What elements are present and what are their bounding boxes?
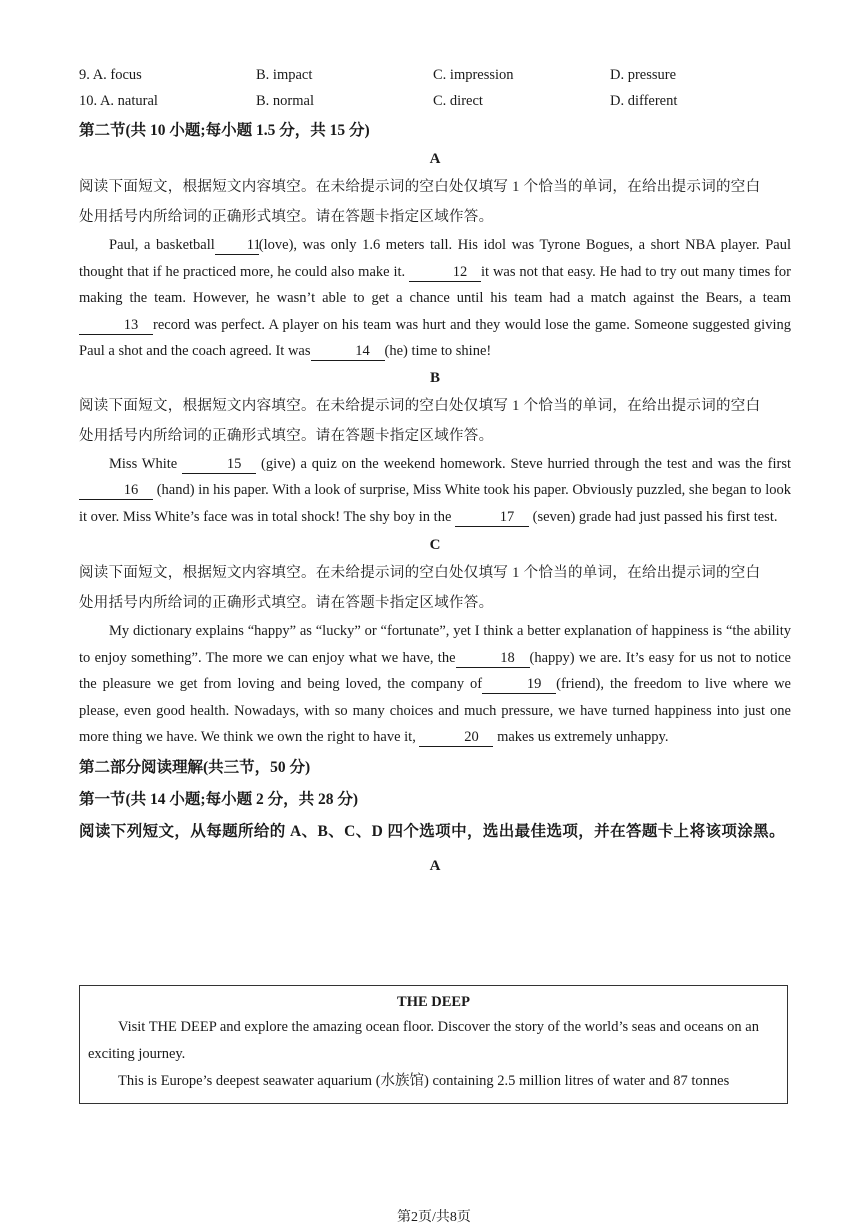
blank-15[interactable]: 15 (182, 456, 256, 474)
option-c: C. impression (433, 67, 514, 83)
option-a: 9. A. focus (79, 67, 142, 83)
box-paragraph-2: This is Europe’s deepest seawater aquarium (水族馆) containing 2.5 million litres of water and 87 tonnes (118, 1073, 730, 1089)
blank-16[interactable]: 16 (79, 482, 153, 500)
instruction-line-1: 阅读下面短文，根据短文内容填空。在未给提示词的空白处仅填写 1 个恰当的单词，在给出提示词的空白 (79, 397, 761, 414)
passage-b-label: B (429, 369, 440, 386)
blank-17[interactable]: 17 (455, 509, 529, 527)
blank-18[interactable]: 18 (456, 650, 530, 668)
passage-c-text: My dictionary explains “happy” as “lucky” or “fortunate”, yet I think a better explanation of happiness is “the ability to enjoy something”. The more we can enjoy what we have, the 18 (happy) we are. It’s easy for us not to notice the pleasure we get from loving and being loved, the company of 19 (friend), the freedom to live where we please, even good health. Nowadays, with so many choices and much pressure, we have turned happiness into just one more thing we have. We think we own the right to have it, 20 makes us extremely unhappy. (79, 623, 791, 745)
blank-11[interactable]: 11 (215, 237, 259, 255)
instruction-line-2: 处用括号内所给词的正确形式填空。请在答题卡指定区域作答。 (79, 427, 494, 444)
reading-passage-a-label: A (429, 857, 441, 874)
section-2-title: 第二节(共 10 小题;每小题 1.5 分，共 15 分) (79, 122, 370, 139)
instruction-line-1: 阅读下面短文，根据短文内容填空。在未给提示词的空白处仅填写 1 个恰当的单词，在给出提示词的空白 (79, 179, 761, 195)
blank-14[interactable]: 14 (311, 343, 385, 361)
option-d: D. different (610, 93, 678, 109)
the-deep-box (79, 985, 788, 1104)
options-row-10 (79, 88, 791, 114)
page-content (79, 62, 791, 879)
reading-instruction: 阅读下列短文，从每题所给的 A、B、C、D 四个选项中，选出最佳选项，并在答题卡上将该项涂黑。 (79, 822, 785, 840)
passage-a-label: A (429, 151, 441, 167)
option-c: C. direct (433, 93, 483, 109)
options-row-9 (79, 62, 791, 88)
blank-19[interactable]: 19 (482, 676, 556, 694)
blank-13[interactable]: 13 (79, 317, 153, 335)
box-title: THE DEEP (397, 994, 470, 1010)
blank-20[interactable]: 20 (419, 729, 493, 747)
option-b: B. impact (256, 67, 313, 83)
option-d: D. pressure (610, 67, 677, 83)
instruction-line-2: 处用括号内所给词的正确形式填空。请在答题卡指定区域作答。 (79, 209, 494, 225)
blank-12[interactable]: 12 (409, 264, 481, 282)
part-2-section-1-title: 第一节(共 14 小题;每小题 2 分，共 28 分) (79, 790, 358, 808)
passage-a-text: Paul, a basketball 11(love), was only 1.6 meters tall. His idol was Tyrone Bogues, a short NBA player. Paul thought that if he practiced more, he could also make it. 12 it was not that easy. He had to try out many times for making the team. However, he wasn’t able to get a chance until his team had a match against the Bears, a team13 record was perfect. A player on his team was hurt and they would lose the game. Someone suggested giving Paul a shot and the coach agreed. It was 14 (he) time to shine! (79, 237, 792, 359)
page-footer: 第2页/共8页 (397, 1210, 471, 1225)
instruction-line-1: 阅读下面短文，根据短文内容填空。在未给提示词的空白处仅填写 1 个恰当的单词，在给出提示词的空白 (79, 565, 761, 581)
option-b: B. normal (256, 93, 314, 109)
part-2-title: 第二部分阅读理解(共三节，50 分) (79, 758, 311, 776)
option-a: 10. A. natural (79, 93, 158, 109)
box-paragraph-1: Visit THE DEEP and explore the amazing ocean floor. Discover the story of the world’s seas and oceans on an exciting journey. (88, 1019, 759, 1062)
passage-b-text: Miss White 15 (give) a quiz on the weekend homework. Steve hurried through the test and was the first 16 (hand) in his paper. With a look of surprise, Miss White took his paper. Obviously puzzled, she began to look it over. Miss White’s face was in total shock! The shy boy in the 17 (seven) grade had just passed his first test. (79, 455, 792, 525)
passage-c-label: C (429, 537, 441, 553)
instruction-line-2: 处用括号内所给词的正确形式填空。请在答题卡指定区域作答。 (79, 595, 494, 611)
